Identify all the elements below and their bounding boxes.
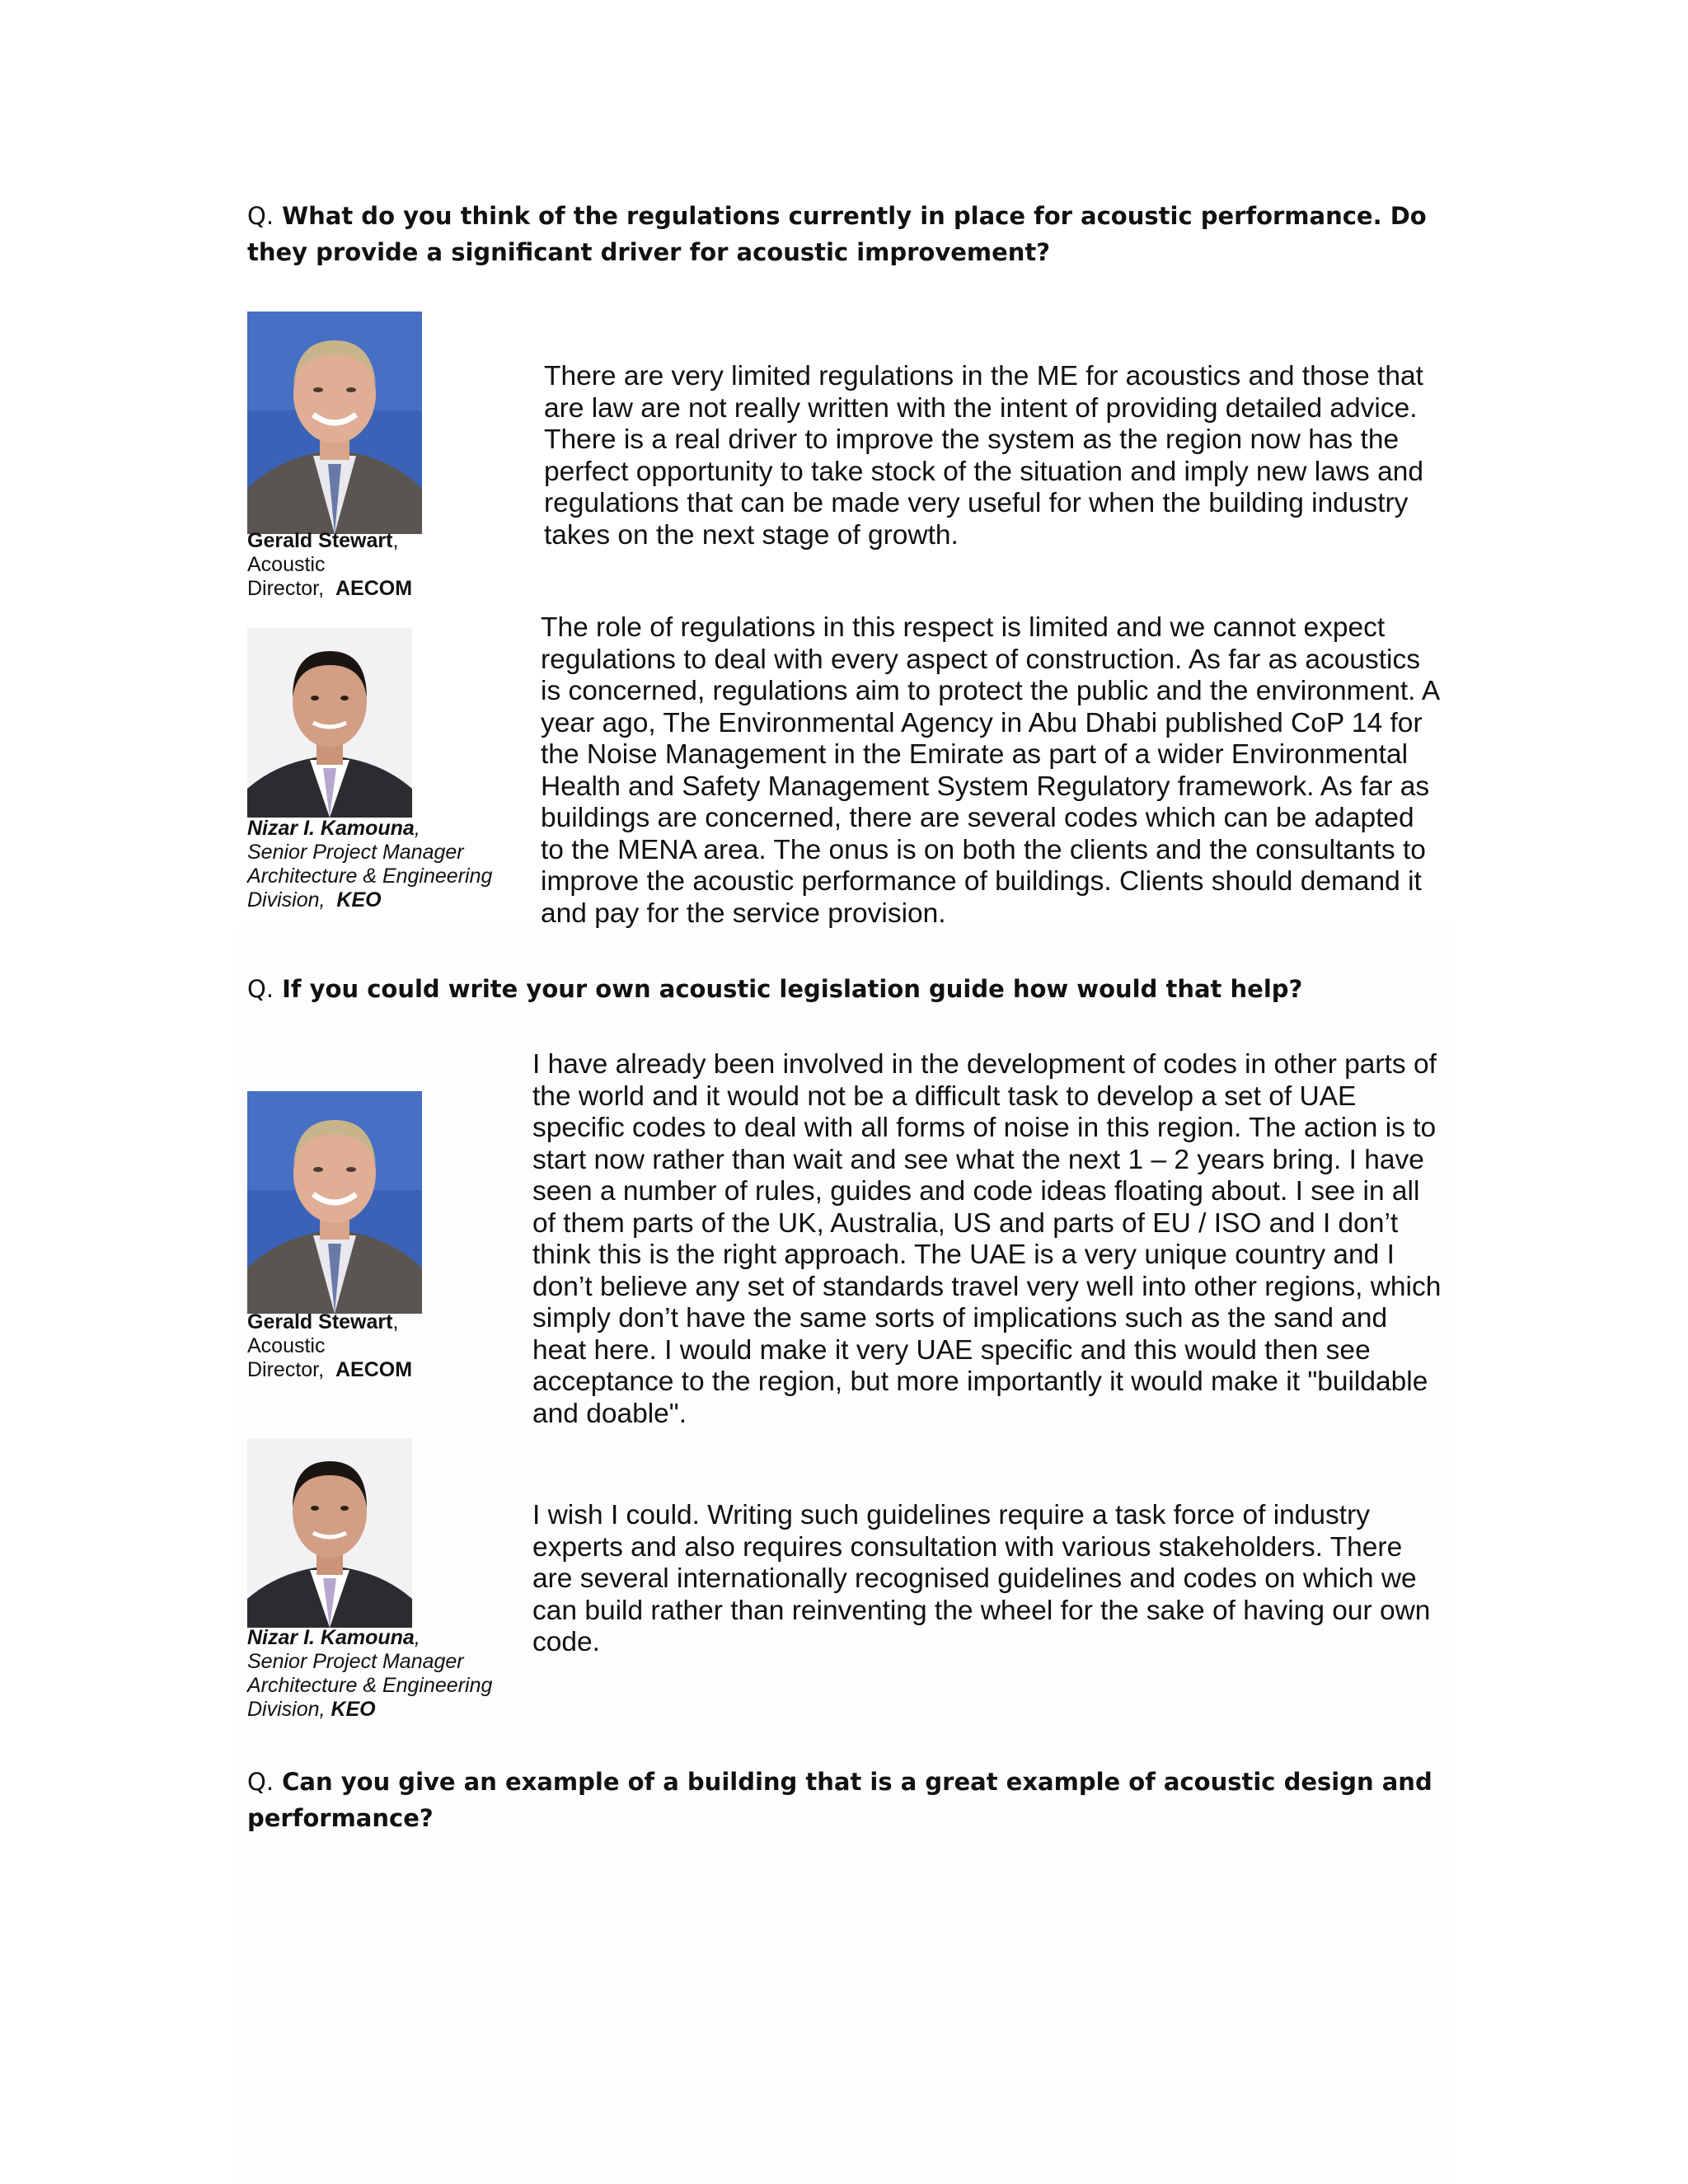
speaker-role: Senior Project Manager <box>247 841 464 864</box>
gerald-stewart-photo <box>247 312 422 534</box>
question-text: What do you think of the regulations currently in place for acoustic performance. Do they provide a significant driver for acoustic improvement? <box>247 202 1427 266</box>
speaker-role: Acoustic <box>247 1334 326 1357</box>
speaker-division: Division, <box>247 1698 326 1721</box>
question-prefix: Q. <box>247 202 274 230</box>
nizar-kamouna-caption-2: Nizar I. Kamouna, Senior Project Manager Architecture & Engineering Division, KEO <box>247 1626 493 1721</box>
nizar-kamouna-photo <box>247 1438 412 1628</box>
nizar-kamouna-caption-1: Nizar I. Kamouna, Senior Project Manager Architecture & Engineering Division, KEO <box>247 817 493 912</box>
question-text: Can you give an example of a building that is a great example of acoustic design and performance? <box>247 1768 1432 1832</box>
speaker-name: Nizar I. Kamouna <box>247 817 415 840</box>
speaker-role: Acoustic <box>247 553 326 576</box>
answer-nizar-1: The role of regulations in this respect is limited and we cannot expect regulations to deal with every aspect of construction. As far as acoustics is concerned, regulations aim to protect the public and the environment. A year ago, The Environmental Agency in Abu Dhabi published CoP 14 for the Noise Management in the Emirate as part of a wider Environmental Health and Safety Management System Regulatory framework. As far as buildings are concerned, there are several codes which can be adapted to the MENA area. The onus is on both the clients and the consultants to improve the acoustic performance of buildings. Clients should demand it and pay for the service provision. <box>541 612 1439 929</box>
answer-gerald-2: I have already been involved in the development of codes in other parts of the world and it would not be a difficult task to develop a set of UAE specific codes to deal with all forms of noise in this region. The action is to start now rather than wait and see what the next 1 – 2 years bring. I have seen a number of rules, guides and code ideas floating about. I see in all of them parts of the UK, Australia, US and parts of EU / ISO and I don’t think this is the right approach. The UAE is a very unique country and I don’t believe any set of standards travel very well into other regions, which simply don’t have the same sorts of implications such as the sand and heat here. I would make it very UAE specific and this would then see acceptance to the region, but more importantly it would make it "buildable and doable". <box>532 1049 1442 1429</box>
question-prefix: Q. <box>247 975 274 1003</box>
speaker-org: AECOM <box>335 1358 413 1381</box>
gerald-stewart-caption-2: Gerald Stewart, Acoustic Director, AECOM <box>247 1310 413 1381</box>
speaker-role-2: Architecture & Engineering <box>247 865 493 888</box>
speaker-name: Nizar I. Kamouna <box>247 1626 415 1649</box>
portrait-image <box>247 312 422 534</box>
speaker-role-2: Director, <box>247 1358 325 1381</box>
speaker-name: Gerald Stewart <box>247 1310 393 1333</box>
answer-gerald-1: There are very limited regulations in the ME for acoustics and those that are law are not really written with the intent of providing detailed advice. There is a real driver to improve the system as the region now has the perfect opportunity to take stock of the situation and imply new laws and regulations that can be made very useful for when the building industry takes on the next stage of growth. <box>544 361 1424 551</box>
gerald-stewart-photo <box>247 1091 422 1314</box>
speaker-role-2: Director, <box>247 577 325 600</box>
question-2 <box>247 971 1451 1007</box>
speaker-role: Senior Project Manager <box>247 1650 464 1673</box>
speaker-org: KEO <box>331 1698 376 1721</box>
nizar-kamouna-photo <box>247 628 412 818</box>
speaker-org: AECOM <box>335 577 413 600</box>
answer-nizar-2: I wish I could. Writing such guidelines require a task force of industry experts and also requires consultation with various stakeholders. There are several internationally recognised guidelines and codes on which we can build rather than reinventing the wheel for the sake of having our own code. <box>532 1500 1431 1657</box>
question-prefix: Q. <box>247 1768 274 1796</box>
speaker-name: Gerald Stewart <box>247 529 393 552</box>
gerald-stewart-caption-1: Gerald Stewart, Acoustic Director, AECOM <box>247 529 413 600</box>
portrait-image <box>247 1438 412 1628</box>
speaker-org: KEO <box>336 888 382 912</box>
question-1 <box>247 198 1451 270</box>
question-text: If you could write your own acoustic legislation guide how would that help? <box>274 975 1303 1003</box>
portrait-image <box>247 1091 422 1314</box>
speaker-division: Division, <box>247 888 326 912</box>
speaker-role-2: Architecture & Engineering <box>247 1674 493 1697</box>
question-3 <box>247 1764 1451 1836</box>
portrait-image <box>247 628 412 818</box>
